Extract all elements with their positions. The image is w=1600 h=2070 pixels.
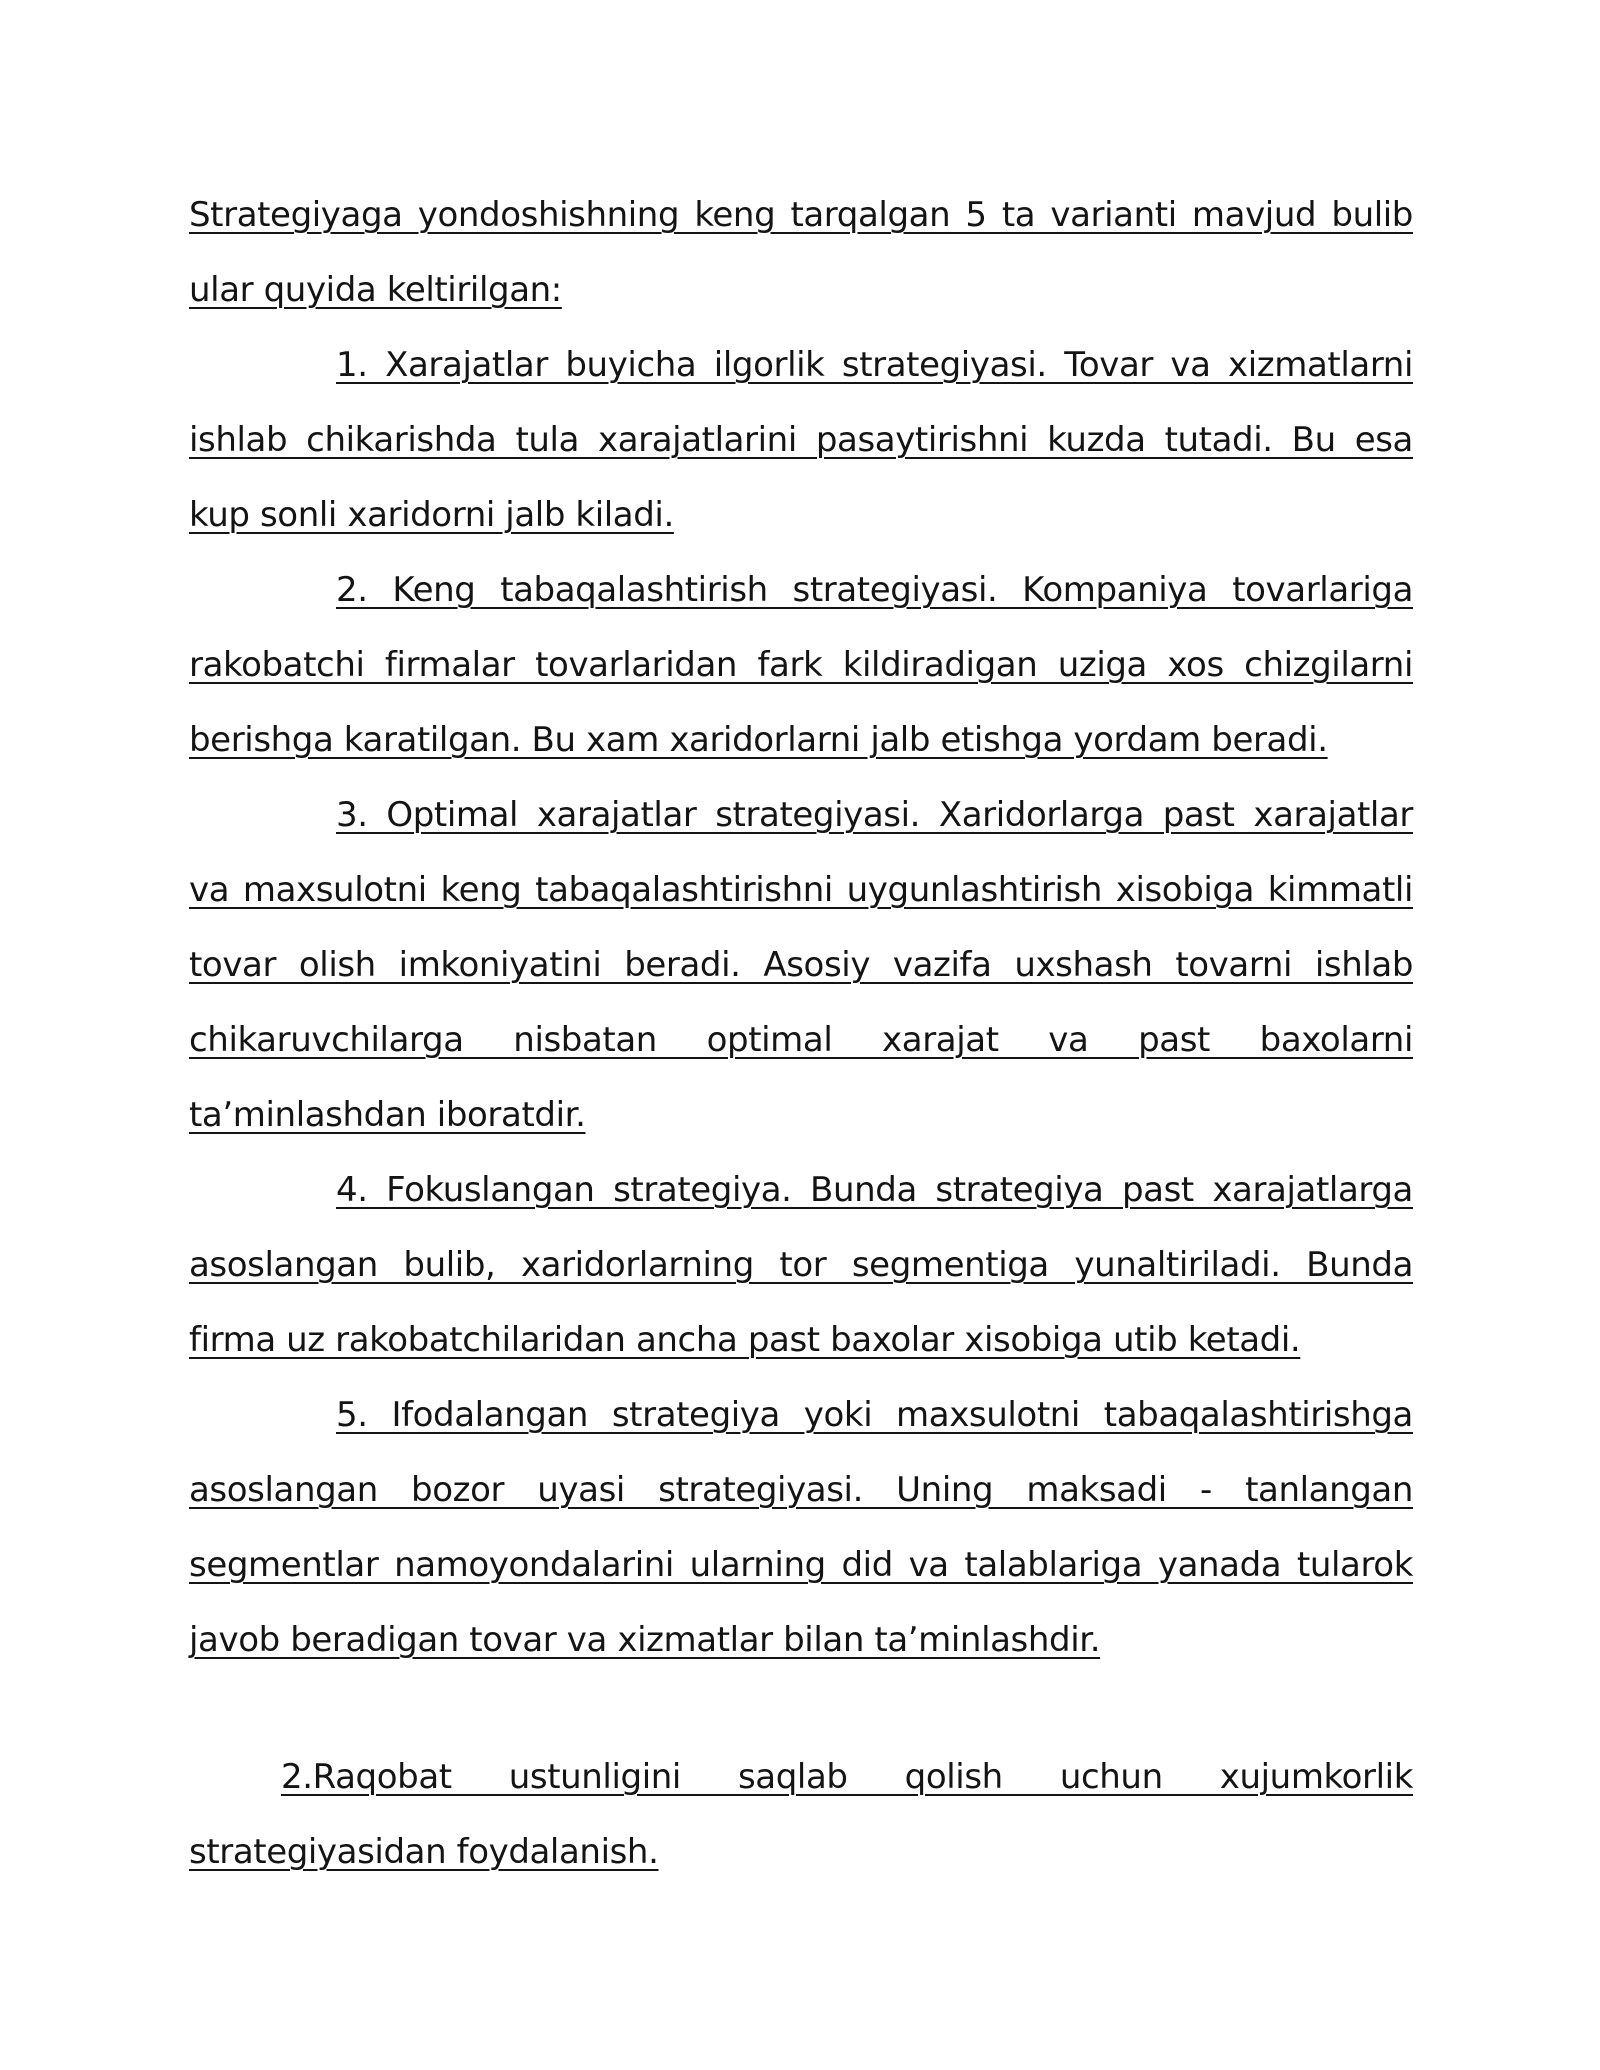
intro-paragraph: Strategiyaga yondoshishning keng tarqalgan 5 ta varianti mavjud bulib ular quyida keltirilgan: — [189, 195, 1413, 310]
document-body — [189, 178, 1413, 1890]
strategy-item-1: 1. Xarajatlar buyicha ilgorlik strategiyasi. Tovar va xizmatlarni ishlab chikarishda tula xarajatlarini pasaytirishni kuzda tutadi. Bu esa kup sonli xaridorni jalb kiladi. — [189, 345, 1413, 535]
section-heading: 2.Raqobat ustunligini saqlab qolish uchun xujumkorlik strategiyasidan foydalanish. — [189, 1757, 1413, 1872]
strategy-item-3: 3. Optimal xarajatlar strategiyasi. Xaridorlarga past xarajatlar va maxsulotni keng tabaqalashtirishni uygunlashtirish xisobiga kimmatli tovar olish imkoniyatini beradi. Asosiy vazifa uxshash tovarni ishlab chikaruvchilarga nisbatan optimal xarajat va past baxolarni ta’minlashdan iboratdir. — [189, 795, 1413, 1135]
strategy-item-2: 2. Keng tabaqalashtirish strategiyasi. Kompaniya tovarlariga rakobatchi firmalar tovarlaridan fark kildiradigan uziga xos chizgilarni berishga karatilgan. Bu xam xaridorlarni jalb etishga yordam beradi. — [189, 570, 1413, 760]
strategy-item-4: 4. Fokuslangan strategiya. Bunda strategiya past xarajatlarga asoslangan bulib, xaridorlarning tor segmentiga yunaltiriladi. Bunda firma uz rakobatchilaridan ancha past baxolar xisobiga utib ketadi. — [189, 1170, 1413, 1360]
strategy-item-5: 5. Ifodalangan strategiya yoki maxsulotni tabaqalashtirishga asoslangan bozor uyasi strategiyasi. Uning maksadi - tanlangan segmentlar namoyondalarini ularning did va talablariga yanada tularok javob beradigan tovar va xizmatlar bilan ta’minlashdir. — [189, 1395, 1413, 1660]
